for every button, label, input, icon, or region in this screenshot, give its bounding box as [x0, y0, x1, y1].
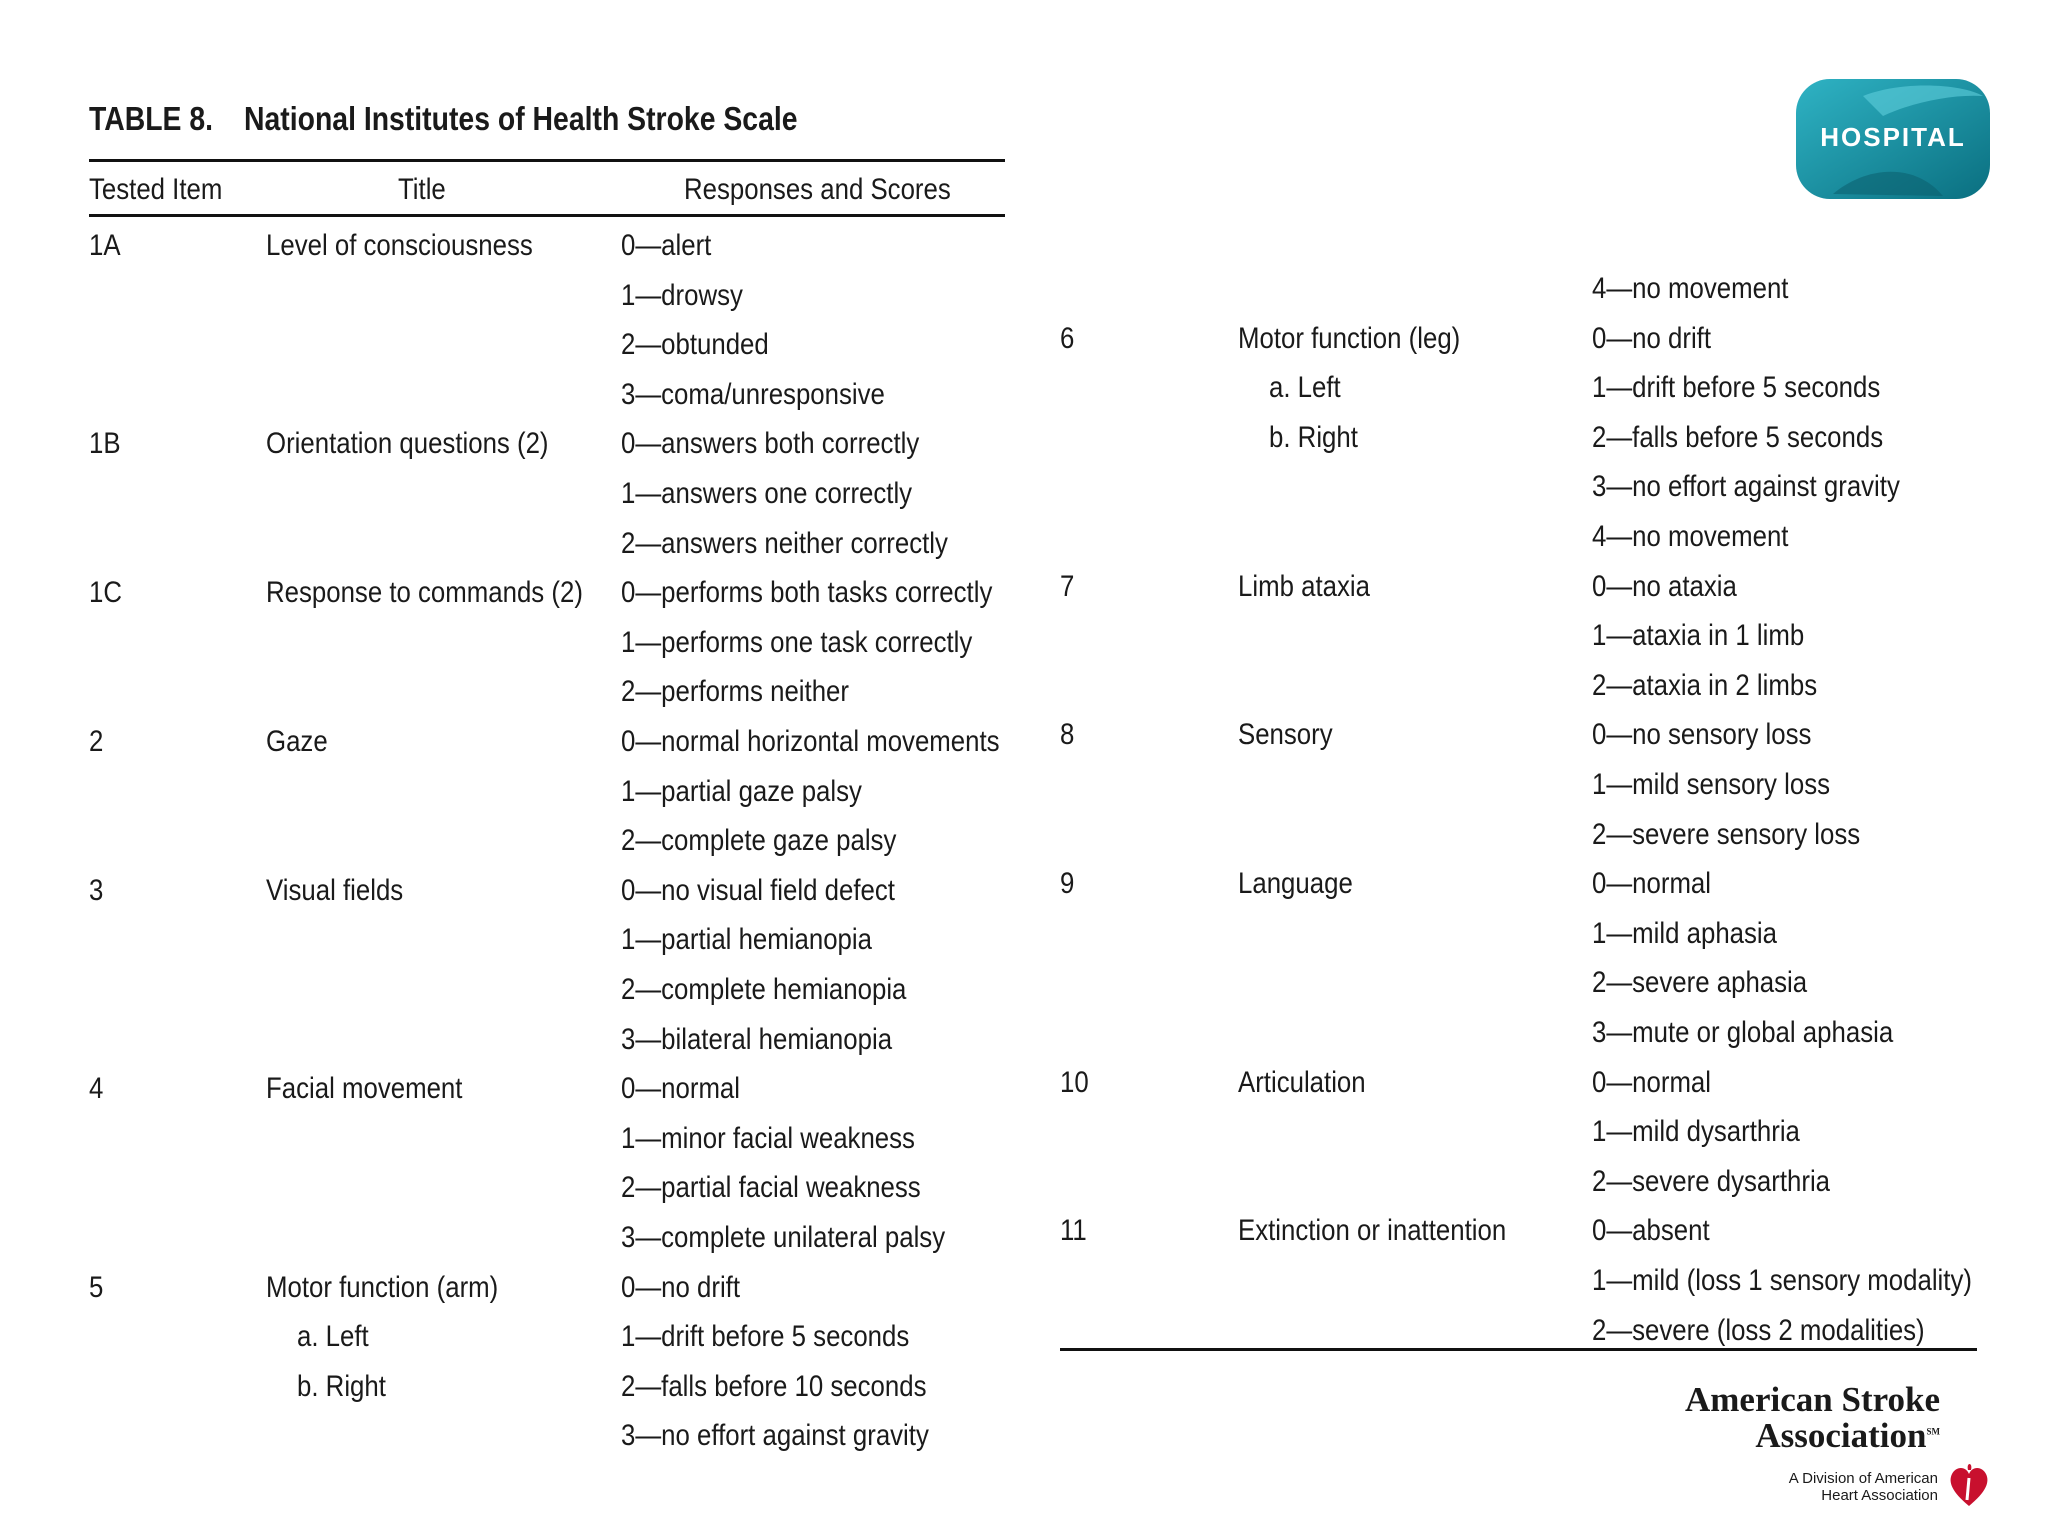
- response-score: 1—drift before 5 seconds: [1592, 371, 1881, 405]
- item-title: Gaze: [266, 725, 328, 758]
- tested-item: 11: [1060, 1214, 1087, 1248]
- heart-torch-icon: [1946, 1460, 1992, 1510]
- tested-item: 9: [1060, 867, 1075, 901]
- tested-item: 7: [1060, 569, 1075, 603]
- tested-item: 1A: [89, 229, 121, 262]
- asa-name-line2-text: Association: [1755, 1416, 1927, 1455]
- item-title: Orientation questions (2): [266, 427, 549, 461]
- response-score: 1—mild sensory loss: [1592, 768, 1831, 801]
- tested-item: 5: [89, 1270, 104, 1304]
- item-title: Language: [1238, 867, 1353, 901]
- asa-logo: [1660, 1380, 2000, 1530]
- response-score: 0—normal horizontal movements: [621, 725, 1000, 758]
- response-score: 2—partial facial weakness: [621, 1171, 921, 1205]
- response-score: 4—no movement: [1592, 272, 1789, 305]
- response-score: 2—answers neither correctly: [621, 526, 948, 560]
- response-score: 3—coma/unresponsive: [621, 377, 885, 411]
- response-score: 2—ataxia in 2 limbs: [1592, 668, 1818, 702]
- response-score: 1—drift before 5 seconds: [621, 1320, 910, 1354]
- asa-name-line2: [1755, 1416, 1940, 1456]
- table-title: [89, 100, 798, 138]
- response-score: 2—complete hemianopia: [621, 973, 907, 1006]
- response-score: 3—complete unilateral palsy: [621, 1221, 946, 1254]
- response-score: 1—partial gaze palsy: [621, 774, 862, 808]
- response-score: 3—no effort against gravity: [1592, 470, 1900, 504]
- hospital-logo-text: HOSPITAL: [1820, 122, 1966, 152]
- tested-item: 1B: [89, 427, 121, 461]
- tested-item: 4: [89, 1072, 104, 1106]
- response-score: 0—performs both tasks correctly: [621, 576, 993, 610]
- response-score: 1—ataxia in 1 limb: [1592, 619, 1805, 653]
- table-heading: National Institutes of Health Stroke Scale: [244, 100, 798, 137]
- response-score: 2—complete gaze palsy: [621, 824, 897, 858]
- response-score: 0—absent: [1592, 1214, 1710, 1248]
- asa-tm: SM: [1926, 1426, 1940, 1437]
- asa-sub-line1: A Division of American: [1788, 1470, 1938, 1487]
- response-score: 0—no drift: [1592, 321, 1712, 355]
- tested-item: 10: [1060, 1065, 1089, 1099]
- response-score: 0—normal: [1592, 1065, 1712, 1099]
- item-title: Articulation: [1238, 1065, 1366, 1099]
- item-title: Limb ataxia: [1238, 569, 1370, 603]
- item-title: Facial movement: [266, 1072, 463, 1106]
- header-bottom-rule: [89, 214, 1005, 217]
- header-title: Title: [398, 173, 446, 206]
- response-score: 3—mute or global aphasia: [1592, 1016, 1894, 1049]
- response-score: 2—performs neither: [621, 675, 849, 709]
- response-score: 2—falls before 5 seconds: [1592, 420, 1884, 454]
- response-score: 0—normal: [621, 1072, 741, 1106]
- response-score: 0—alert: [621, 229, 712, 262]
- response-score: 2—falls before 10 seconds: [621, 1369, 927, 1403]
- item-title: Level of consciousness: [266, 229, 533, 262]
- response-score: 2—obtunded: [621, 328, 769, 362]
- response-score: 1—mild aphasia: [1592, 916, 1778, 950]
- table-number: TABLE 8.: [89, 100, 214, 137]
- tested-item: 6: [1060, 321, 1075, 355]
- header-responses: Responses and Scores: [684, 173, 951, 206]
- response-score: 1—answers one correctly: [621, 477, 913, 510]
- item-title: Visual fields: [266, 873, 404, 907]
- response-score: 2—severe aphasia: [1592, 966, 1808, 1000]
- asa-name-line1: American Stroke: [1685, 1380, 1940, 1419]
- response-score: 2—severe dysarthria: [1592, 1164, 1831, 1198]
- response-score: 0—answers both correctly: [621, 427, 920, 461]
- table-end-rule: [1060, 1348, 1977, 1351]
- item-title: Motor function (arm): [266, 1270, 499, 1304]
- item-subtitle: b. Right: [1269, 420, 1358, 454]
- response-score: 0—no ataxia: [1592, 569, 1737, 603]
- response-score: 1—drowsy: [621, 278, 743, 312]
- response-score: 1—minor facial weakness: [621, 1121, 915, 1155]
- item-title: Extinction or inattention: [1238, 1214, 1507, 1248]
- response-score: 3—bilateral hemianopia: [621, 1022, 893, 1056]
- item-subtitle: a. Left: [297, 1320, 369, 1354]
- tested-item: 3: [89, 873, 104, 907]
- item-title: Response to commands (2): [266, 576, 583, 610]
- response-score: 1—mild dysarthria: [1592, 1115, 1800, 1149]
- tested-item: 1C: [89, 576, 122, 610]
- response-score: 1—partial hemianopia: [621, 923, 872, 957]
- header-tested-item: Tested Item: [89, 173, 223, 206]
- item-title: Sensory: [1238, 718, 1333, 752]
- item-subtitle: a. Left: [1269, 371, 1341, 405]
- hospital-logo: [1793, 76, 1993, 202]
- response-score: 0—no visual field defect: [621, 873, 895, 907]
- response-score: 0—no sensory loss: [1592, 718, 1812, 752]
- response-score: 0—normal: [1592, 867, 1712, 901]
- header-top-rule: [89, 159, 1005, 162]
- response-score: 2—severe sensory loss: [1592, 817, 1861, 851]
- response-score: 1—mild (loss 1 sensory modality): [1592, 1264, 1972, 1297]
- asa-sub-line2: Heart Association: [1821, 1487, 1938, 1504]
- response-score: 1—performs one task correctly: [621, 625, 973, 659]
- response-score: 0—no drift: [621, 1270, 741, 1304]
- response-score: 2—severe (loss 2 modalities): [1592, 1313, 1925, 1347]
- item-subtitle: b. Right: [297, 1369, 386, 1403]
- item-title: Motor function (leg): [1238, 321, 1461, 355]
- response-score: 3—no effort against gravity: [621, 1419, 929, 1453]
- tested-item: 8: [1060, 718, 1075, 752]
- tested-item: 2: [89, 725, 104, 758]
- response-score: 4—no movement: [1592, 520, 1789, 553]
